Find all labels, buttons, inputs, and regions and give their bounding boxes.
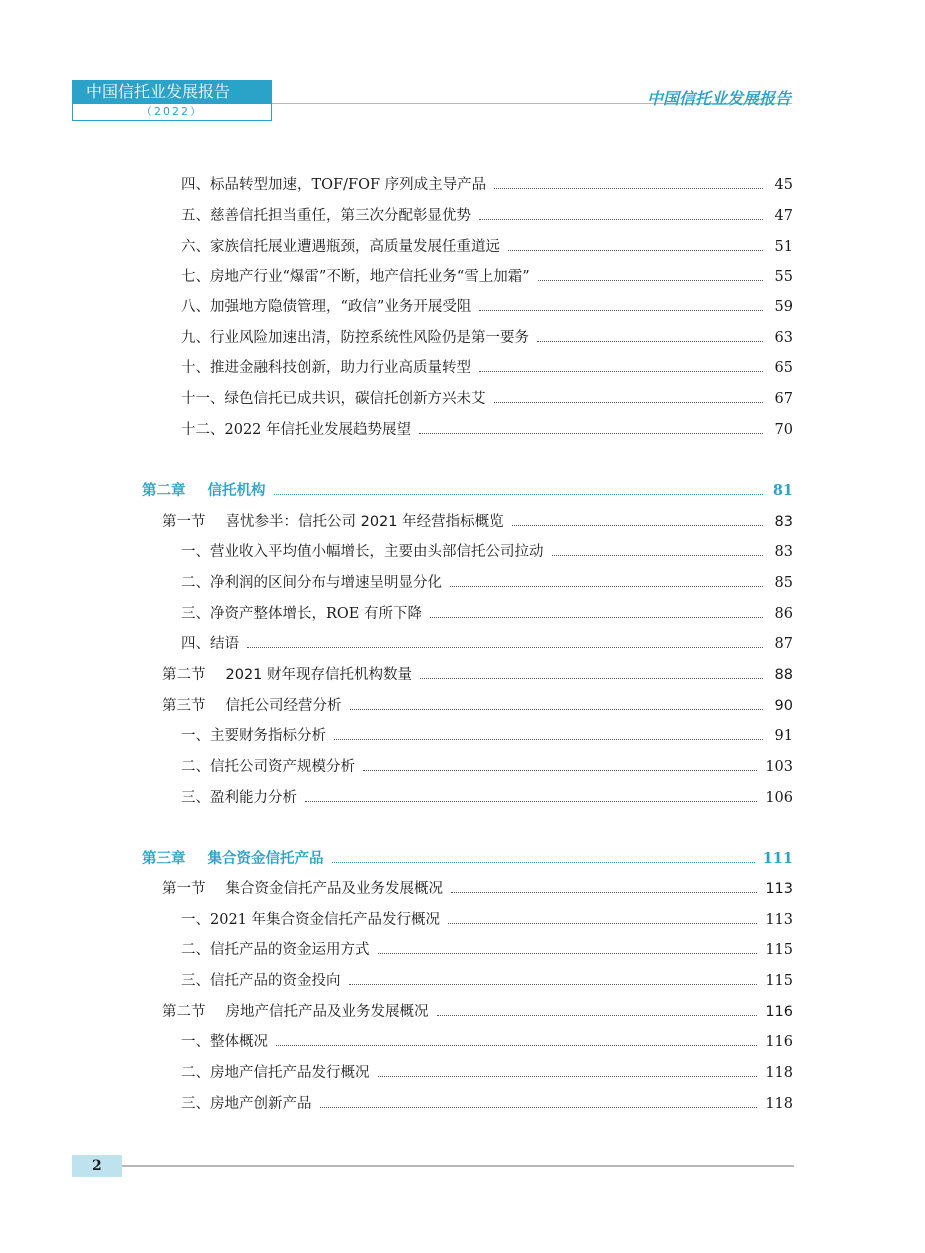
entry-label — [181, 935, 370, 965]
book-year: （2022） — [72, 104, 272, 121]
toc-item-entry[interactable] — [181, 966, 793, 996]
entry-label — [181, 905, 440, 935]
section-number: 第一节 — [162, 514, 206, 530]
leader-dots — [334, 739, 763, 740]
leader-dots — [494, 188, 763, 189]
entry-label — [181, 783, 297, 813]
entry-label — [181, 537, 544, 567]
leader-dots — [479, 219, 763, 220]
entry-label — [181, 201, 471, 231]
toc-item-entry[interactable] — [181, 323, 793, 353]
entry-label — [181, 721, 326, 751]
footer-rule — [122, 1165, 794, 1167]
toc-section-entry[interactable] — [162, 660, 793, 690]
leader-dots — [479, 310, 763, 311]
entry-page-number: 103 — [765, 759, 793, 775]
leader-dots — [332, 862, 755, 863]
entry-page-number: 115 — [765, 942, 793, 958]
entry-title: 五、慈善信托担当重任，第三次分配彰显优势 — [181, 208, 471, 224]
entry-label — [162, 507, 504, 537]
leader-dots — [552, 555, 764, 556]
leader-dots — [494, 402, 764, 403]
entry-label — [181, 1058, 370, 1088]
chapter-number: 第二章 — [142, 483, 186, 499]
book-title: 中国信托业发展报告 — [72, 80, 272, 104]
entry-label — [142, 844, 324, 874]
toc-item-entry[interactable] — [181, 568, 793, 598]
entry-page-number: 81 — [772, 482, 793, 499]
toc-section-entry[interactable] — [162, 691, 793, 721]
toc-item-entry[interactable] — [181, 1058, 793, 1088]
leader-dots — [448, 923, 757, 924]
entry-title: 二、房地产信托产品发行概况 — [181, 1065, 370, 1081]
entry-page-number: 70 — [774, 422, 793, 438]
entry-title: 信托公司经营分析 — [225, 698, 342, 714]
entry-label — [162, 660, 412, 690]
leader-dots — [305, 801, 757, 802]
entry-label — [142, 476, 266, 506]
leader-dots — [363, 770, 757, 771]
entry-page-number: 116 — [765, 1004, 793, 1020]
leader-dots — [378, 1076, 758, 1077]
toc-item-entry[interactable] — [181, 629, 793, 659]
entry-title: 三、盈利能力分析 — [181, 790, 297, 806]
entry-page-number: 55 — [774, 269, 793, 285]
entry-title: 一、整体概况 — [181, 1034, 268, 1050]
toc-item-entry[interactable] — [181, 201, 793, 231]
entry-page-number: 115 — [765, 973, 793, 989]
entry-page-number: 83 — [774, 544, 793, 560]
entry-label — [181, 415, 411, 445]
toc-item-entry[interactable] — [181, 783, 793, 813]
toc-item-entry[interactable] — [181, 170, 793, 200]
leader-dots — [437, 1015, 758, 1016]
entry-page-number: 67 — [774, 391, 793, 407]
entry-title: 喜忧参半：信托公司 2021 年经营指标概览 — [225, 514, 504, 530]
entry-title: 集合资金信托产品 — [207, 851, 324, 867]
toc-chapter-entry[interactable] — [142, 476, 793, 506]
toc-item-entry[interactable] — [181, 1027, 793, 1057]
leader-dots — [479, 371, 763, 372]
toc-chapter-entry[interactable] — [142, 844, 793, 874]
leader-dots — [450, 586, 763, 587]
toc-item-entry[interactable] — [181, 752, 793, 782]
entry-title: 九、行业风险加速出清，防控系统性风险仍是第一要务 — [181, 330, 529, 346]
page-number: 2 — [72, 1155, 122, 1177]
toc-item-entry[interactable] — [181, 262, 793, 292]
section-number: 第一节 — [162, 881, 206, 897]
entry-label — [181, 292, 471, 322]
entry-label — [181, 353, 471, 383]
entry-page-number: 83 — [774, 514, 793, 530]
toc-section-entry[interactable] — [162, 507, 793, 537]
toc-item-entry[interactable] — [181, 415, 793, 445]
entry-title: 一、2021 年集合资金信托产品发行概况 — [181, 912, 441, 928]
leader-dots — [378, 953, 758, 954]
entry-title: 二、信托产品的资金运用方式 — [181, 942, 370, 958]
entry-title: 十一、绿色信托已成共识，碳信托创新方兴未艾 — [181, 391, 486, 407]
entry-label — [181, 1089, 312, 1119]
leader-dots — [320, 1107, 758, 1108]
entry-label — [181, 966, 341, 996]
entry-label — [162, 997, 429, 1027]
entry-title: 七、房地产行业“爆雷”不断，地产信托业务“雪上加霜” — [181, 269, 530, 285]
entry-title: 八、加强地方隐债管理，“政信”业务开展受阻 — [181, 299, 472, 315]
entry-page-number: 88 — [774, 667, 793, 683]
leader-dots — [508, 250, 763, 251]
entry-title: 四、标品转型加速，TOF/FOF 序列成主导产品 — [181, 177, 487, 193]
entry-page-number: 116 — [765, 1034, 793, 1050]
entry-title: 一、主要财务指标分析 — [181, 728, 326, 744]
entry-title: 十二、2022 年信托业发展趋势展望 — [181, 422, 412, 438]
leader-dots — [430, 617, 763, 618]
entry-page-number: 113 — [765, 881, 793, 897]
entry-page-number: 51 — [774, 239, 793, 255]
leader-dots — [274, 494, 764, 495]
toc-item-entry[interactable] — [181, 384, 793, 414]
entry-title: 二、信托公司资产规模分析 — [181, 759, 355, 775]
leader-dots — [512, 525, 763, 526]
running-header-left — [72, 80, 272, 121]
entry-title: 2021 财年现存信托机构数量 — [225, 667, 413, 683]
toc-item-entry[interactable] — [181, 537, 793, 567]
entry-label — [181, 599, 422, 629]
toc-item-entry[interactable] — [181, 905, 793, 935]
entry-page-number: 86 — [774, 606, 793, 622]
leader-dots — [247, 647, 763, 648]
entry-title: 集合资金信托产品及业务发展概况 — [225, 881, 443, 897]
leader-dots — [451, 892, 757, 893]
leader-dots — [276, 1045, 757, 1046]
entry-title: 十、推进金融科技创新，助力行业高质量转型 — [181, 360, 471, 376]
entry-page-number: 47 — [774, 208, 793, 224]
toc-section-entry[interactable] — [162, 874, 793, 904]
entry-label — [181, 752, 355, 782]
entry-page-number: 111 — [762, 850, 793, 867]
entry-page-number: 118 — [765, 1065, 793, 1081]
section-number: 第三节 — [162, 698, 206, 714]
running-header-right: 中国信托业发展报告 — [646, 89, 791, 108]
chapter-number: 第三章 — [142, 851, 186, 867]
entry-page-number: 118 — [765, 1096, 793, 1112]
entry-label — [181, 262, 530, 292]
entry-title: 二、净利润的区间分布与增速呈明显分化 — [181, 575, 442, 591]
leader-dots — [537, 341, 763, 342]
toc-item-entry[interactable] — [181, 935, 793, 965]
entry-label — [181, 568, 442, 598]
entry-page-number: 91 — [774, 728, 793, 744]
entry-label — [181, 384, 486, 414]
toc-item-entry[interactable] — [181, 292, 793, 322]
toc-item-entry[interactable] — [181, 232, 793, 262]
entry-title: 六、家族信托展业遭遇瓶颈，高质量发展任重道远 — [181, 239, 500, 255]
leader-dots — [538, 280, 763, 281]
entry-label — [181, 232, 500, 262]
entry-page-number: 59 — [774, 299, 793, 315]
entry-title: 四、结语 — [181, 636, 239, 652]
entry-title: 房地产信托产品及业务发展概况 — [225, 1004, 429, 1020]
entry-title: 三、信托产品的资金投向 — [181, 973, 341, 989]
entry-title: 信托机构 — [207, 483, 266, 499]
entry-page-number: 87 — [774, 636, 793, 652]
toc-item-entry[interactable] — [181, 721, 793, 751]
entry-page-number: 113 — [765, 912, 793, 928]
section-number: 第二节 — [162, 1004, 206, 1020]
leader-dots — [350, 709, 764, 710]
leader-dots — [419, 433, 763, 434]
section-number: 第二节 — [162, 667, 206, 683]
entry-page-number: 65 — [774, 360, 793, 376]
entry-title: 三、净资产整体增长，ROE 有所下降 — [181, 606, 422, 622]
toc-item-entry[interactable] — [181, 1089, 793, 1119]
entry-label — [162, 691, 342, 721]
toc-section-entry[interactable] — [162, 997, 793, 1027]
leader-dots — [349, 984, 758, 985]
entry-page-number: 85 — [774, 575, 793, 591]
entry-label — [181, 170, 486, 200]
entry-title: 三、房地产创新产品 — [181, 1096, 312, 1112]
entry-title: 一、营业收入平均值小幅增长，主要由头部信托公司拉动 — [181, 544, 544, 560]
entry-page-number: 63 — [774, 330, 793, 346]
entry-page-number: 106 — [765, 790, 793, 806]
entry-page-number: 90 — [774, 698, 793, 714]
entry-label — [181, 1027, 268, 1057]
entry-label — [181, 323, 529, 353]
leader-dots — [420, 678, 763, 679]
entry-label — [162, 874, 443, 904]
toc-item-entry[interactable] — [181, 599, 793, 629]
entry-page-number: 45 — [774, 177, 793, 193]
entry-label — [181, 629, 239, 659]
toc-item-entry[interactable] — [181, 353, 793, 383]
